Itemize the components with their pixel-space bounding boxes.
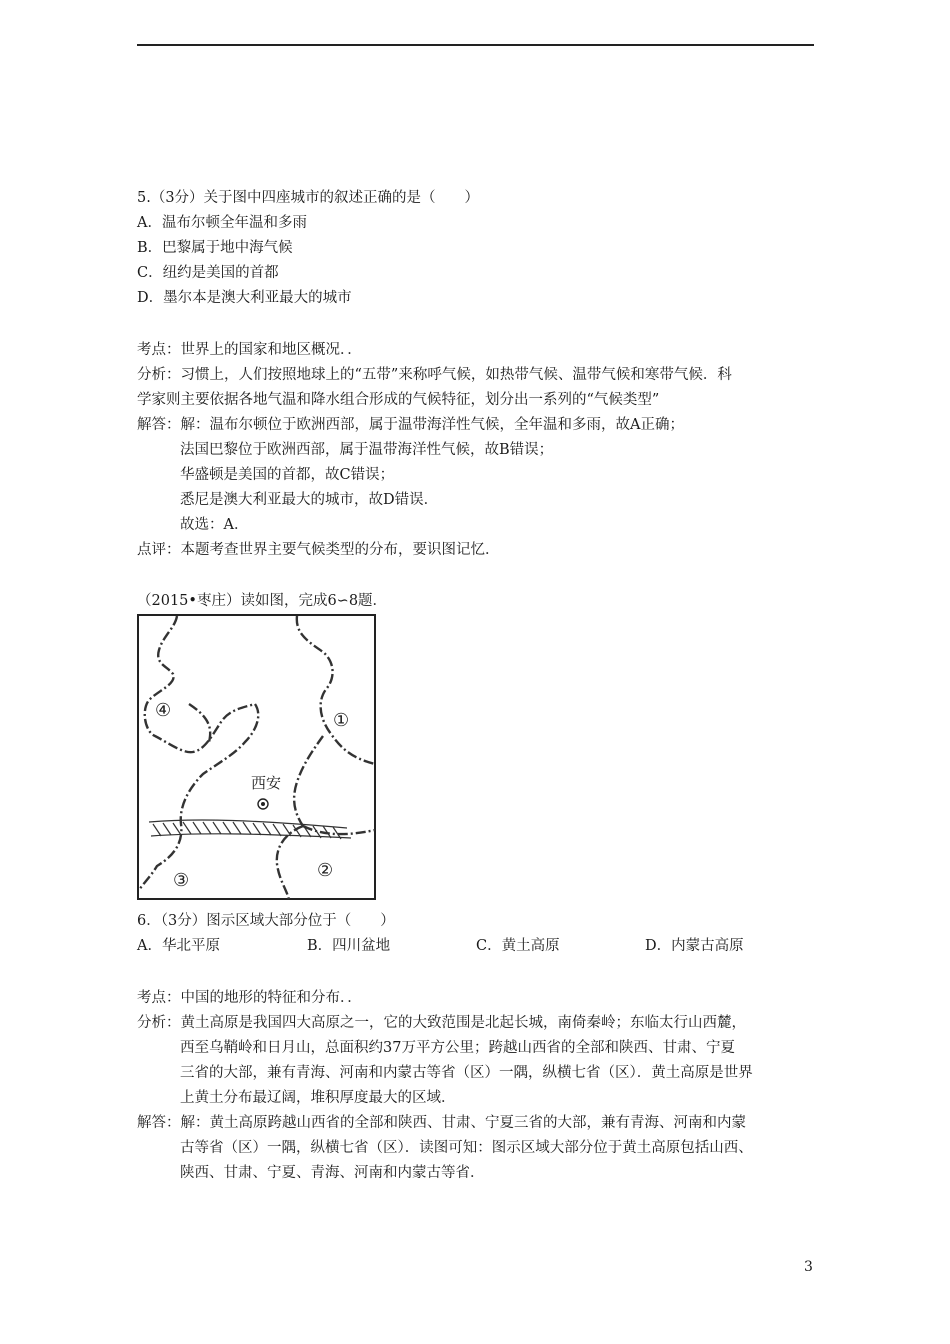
region-label-3: ③: [173, 870, 190, 891]
q6-jieda-1: 解答：解：黄土高原跨越山西省的全部和陕西、甘肃、宁夏三省的大部，兼有青海、河南和内蒙: [137, 1115, 746, 1131]
q6-fenxi-1: 分析：黄土高原是我国四大高原之一，它的大致范围是北起长城，南倚秦岭；东临太行山西麓，: [137, 1015, 746, 1031]
q6-jieda-3: 陕西、甘肃、宁夏、青海、河南和内蒙古等省．: [180, 1165, 485, 1181]
q6-option-d: D．内蒙古高原: [645, 938, 744, 954]
region-label-4: ④: [155, 700, 172, 721]
q5-fenxi-2: 学家则主要依据各地气温和降水组合形成的气候特征，划分出一系列的“气候类型”: [137, 392, 660, 408]
q6-fenxi-3: 三省的大部，兼有青海、河南和内蒙古等省（区）一隅，纵横七省（区）．黄土高原是世界: [180, 1065, 753, 1081]
q6-option-b: B．四川盆地: [307, 938, 391, 954]
region-label-2: ②: [317, 860, 334, 881]
q5-option-b: B．巴黎属于地中海气候: [137, 240, 293, 256]
region-label-1: ①: [333, 710, 350, 731]
q6-option-a: A．华北平原: [137, 938, 220, 954]
intro-6-8: （2015•枣庄）读如图，完成6∽8题．: [137, 593, 388, 609]
q6-fenxi-2: 西至乌鞘岭和日月山，总面积约37万平方公里；跨越山西省的全部和陕西、甘肃、宁夏: [180, 1040, 735, 1056]
q5-jieda-5: 故选：A．: [180, 517, 249, 533]
page-number: 3: [804, 1259, 813, 1275]
q5-jieda-3: 华盛顿是美国的首都，故C错误；: [180, 467, 395, 483]
map-frame: [138, 615, 375, 899]
q5-kaodian: 考点：世界上的国家和地区概况．．: [137, 342, 362, 358]
q6-kaodian: 考点：中国的地形的特征和分布．．: [137, 990, 362, 1006]
q5-option-c: C．纽约是美国的首都: [137, 265, 279, 281]
q6-fenxi-4: 上黄土分布最辽阔，堆积厚度最大的区域．: [180, 1090, 456, 1106]
q5-dianping: 点评：本题考查世界主要气候类型的分布，要识图记忆．: [137, 542, 500, 558]
q5-fenxi-1: 分析：习惯上，人们按照地球上的“五带”来称呼气候，如热带气候、温带气候和寒带气候．科: [137, 367, 732, 383]
q6-option-c: C．黄土高原: [476, 938, 560, 954]
q5-jieda-2: 法国巴黎位于欧洲西部，属于温带海洋性气候，故B错误；: [180, 442, 554, 458]
q5-jieda-4: 悉尼是澳大利亚最大的城市，故D错误．: [180, 492, 439, 508]
xian-label: 西安: [251, 774, 282, 792]
q5-option-d: D．墨尔本是澳大利亚最大的城市: [137, 290, 352, 306]
q5-jieda-1: 解答：解：温布尔顿位于欧洲西部，属于温带海洋性气候，全年温和多雨，故A正确；: [137, 417, 684, 433]
q5-option-a: A．温布尔顿全年温和多雨: [137, 215, 307, 231]
q6-stem: 6．（3分）图示区域大部分位于（ ）: [137, 913, 395, 929]
header-rule: [137, 44, 814, 46]
q6-jieda-2: 古等省（区）一隅，纵横七省（区）．读图可知：图示区域大部分位于黄土高原包括山西、: [180, 1140, 753, 1156]
q5-stem: 5.（3分）关于图中四座城市的叙述正确的是（ ）: [137, 190, 480, 206]
loess-plateau-map: [137, 614, 376, 900]
